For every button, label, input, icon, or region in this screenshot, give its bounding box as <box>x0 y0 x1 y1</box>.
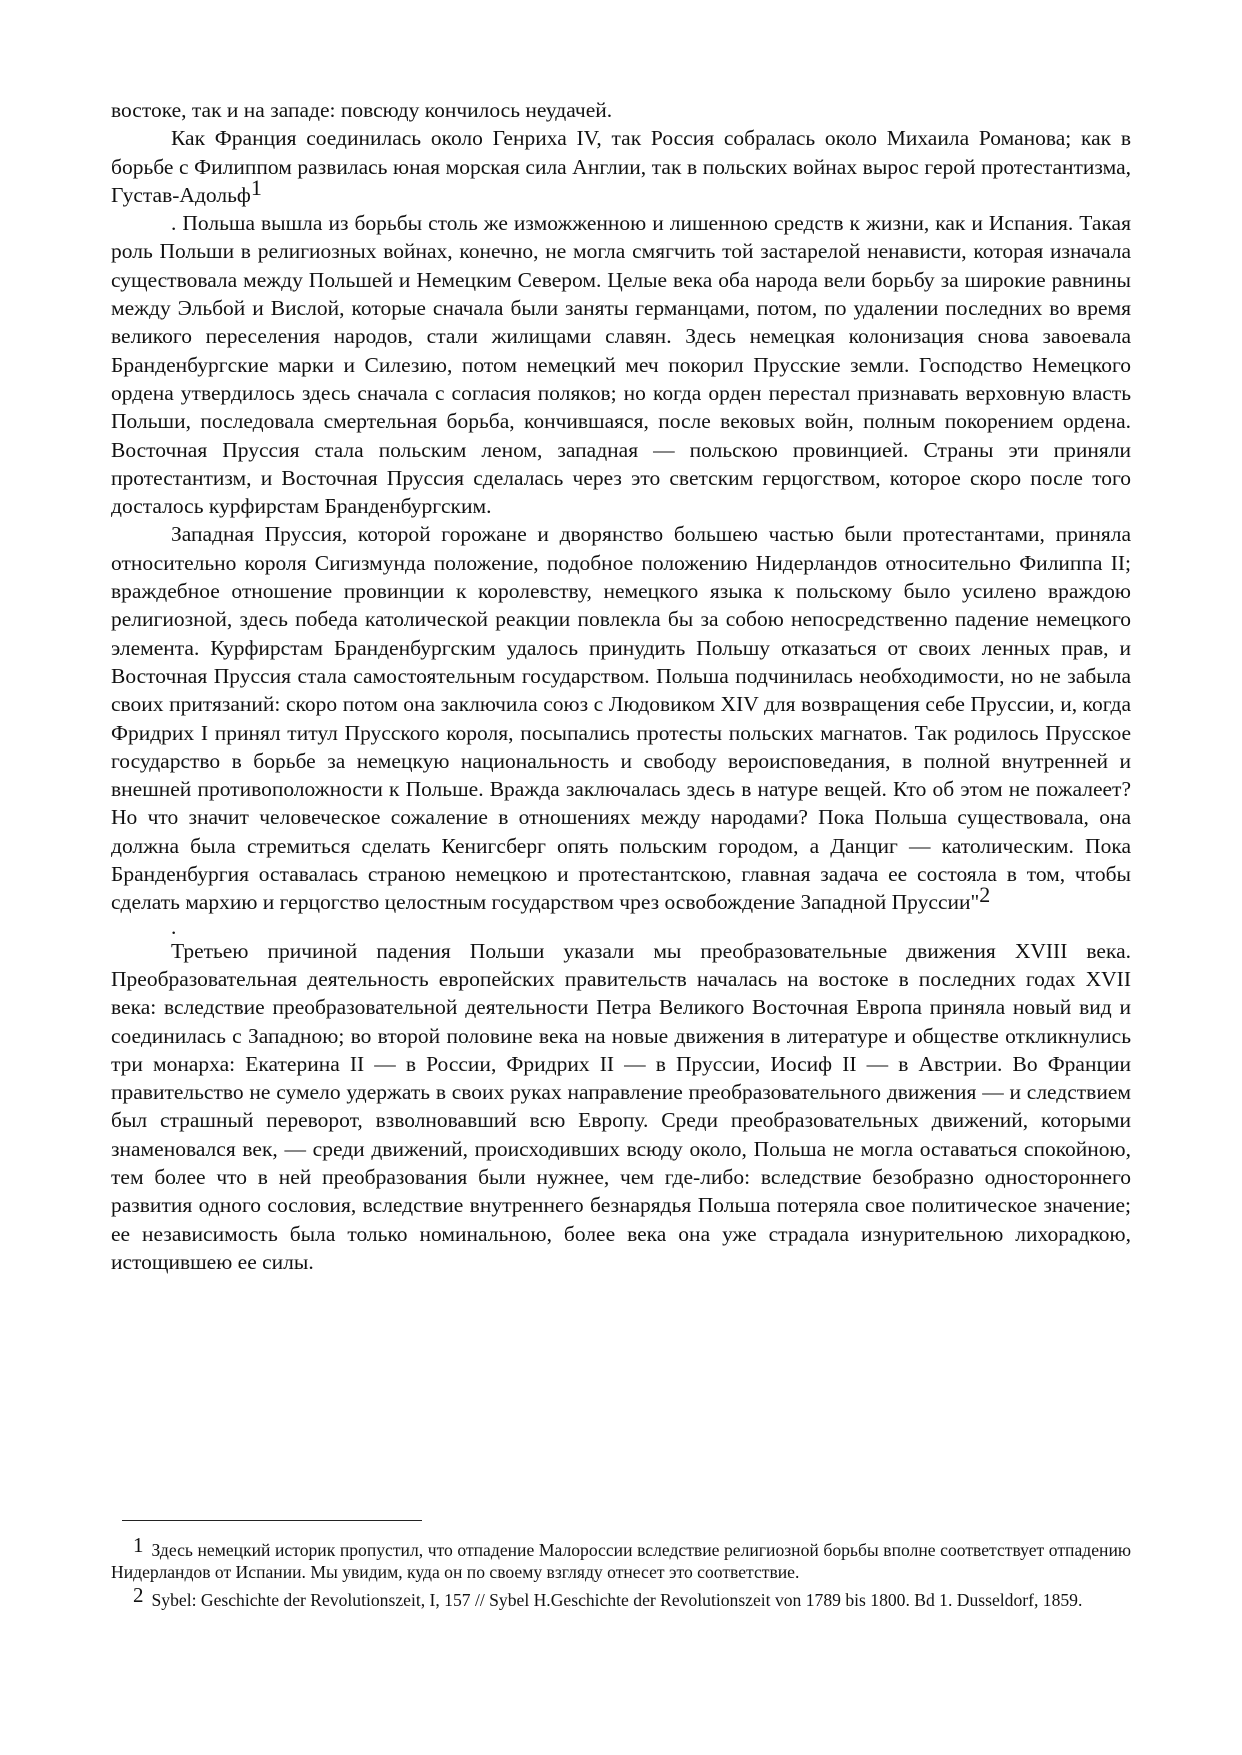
paragraph-continuation: востоке, так и на западе: повсюду кончилось неудачей. <box>111 98 613 122</box>
footnote-mark: 1 <box>133 1533 144 1557</box>
paragraph-text: Западная Пруссия, которой горожане и дворянство большею частью были протестантами, приняла относительно короля Сигизмунда положение, подобное положению Нидерландов относительно Филиппа II; враждебное отношение провинции к королевству, немецкого языка к польскому было усилено враждою религиозной, здесь победа католической реакции повлекла бы за собою непосредственно падение немецкого элемента. Курфирстам Бранденбургским удалось принудить Польшу отказаться от своих ленных прав, и Восточная Пруссия стала самостоятельным государством. Польша подчинилась необходимости, но не забыла своих притязаний: скоро потом она заключила союз с Людовиком XIV для возвращения себе Пруссии, и, когда Фридрих I принял титул Прусского короля, посыпались протесты польских магнатов. Так родилось Прусское государство в борьбе за немецкую национальность и свободу вероисповедания, в полной внутренней и внешней противоположности к Польше. Вражда заключалась здесь в натуре вещей. Кто об этом не пожалеет? Но что значит человеческое сожаление в отношениях между народами? Пока Польша существовала, она должна была стремиться сделать Кенигсберг опять польским городом, а Данциг — католическим. Пока Бранденбургия оставалась страною немецкою и протестантскою, главная задача ее состояла в том, чтобы сделать мархию и герцогство целостным государством чрез освобождение Западной Пруссии" <box>111 522 1131 915</box>
paragraph-poland-germany: . Польша вышла из борьбы столь же изможженною и лишенною средств к жизни, как и Испания. Такая роль Польши в религиозных войнах, конечно, не могла смягчить той застарелой ненависти, которая изначала существовала между Польшей и Немецким Севером. Целые века оба народа вели борьбу за широкие равнины между Эльбой и Вислой, которые сначала были заняты германцами, потом, по удалении последних во время великого переселения народов, стали жилищами славян. Здесь немецкая колонизация снова завоевала Бранденбургские марки и Силезию, потом немецкий меч покорил Прусские земли. Господство Немецкого ордена утвердилось здесь сначала с согласия поляков; но когда орден перестал признавать верховную власть Польши, последовала смертельная борьба, кончившаяся, после вековых войн, полным покорением ордена. Восточная Пруссия стала польским леном, западная — польскою провинцией. Страны эти приняли протестантизм, и Восточная Пруссия сделалась через это светским герцогством, которое скоро после того досталось курфирстам Бранденбургским. <box>111 211 1131 519</box>
footnotes <box>111 1533 1131 1617</box>
paragraph-west-prussia <box>111 520 1131 916</box>
stray-period: . <box>171 914 177 939</box>
footnote-ref-2[interactable]: 2 <box>979 882 991 908</box>
footnote-ref-1[interactable]: 1 <box>250 174 262 200</box>
paragraph-france-russia <box>111 124 1131 209</box>
page-body <box>111 96 1131 1276</box>
footnote-mark: 2 <box>133 1583 144 1607</box>
paragraph-reform-movements: Третьею причиной падения Польши указали мы преобразовательные движения XVIII века. Преобразовательная деятельность европейских правительств началась на востоке в последних годах XVII века: вследствие преобразовательной деятельности Петра Великого Восточная Европа приняла новый вид и соединилась с Западною; во второй половине века на новые движения в литературе и обществе откликнулись три монарха: Екатерина II — в России, Фридрих II — в Пруссии, Иосиф II — в Австрии. Во Франции правительство не сумело удержать в своих руках направление преобразовательного движения — и следствием был страшный переворот, взволновавший всю Европу. Среди преобразовательных движений, которыми знаменовался век, — среди движений, происходивших всюду около, Польша не могла оставаться спокойною, тем более что в ней преобразования были нужнее, чем где-либо: вследствие безобразно одностороннего развития одного сословия, вследствие внутреннего безнарядья Польша потеряла свое политическое значение; ее независимость была только номинальною, более века она уже страдала изнурительною лихорадкою, истощившею ее силы. <box>111 938 1131 1274</box>
footnote-separator <box>122 1520 422 1521</box>
footnote-text: Sybel: Geschichte der Revolutionszeit, I, 157 // Sybel H.Geschichte der Revolutionszeit von 1789 bis 1800. Bd 1. Dusseldorf, 1859. <box>151 1590 1083 1610</box>
paragraph-text: Как Франция соединилась около Генриха IV, так Россия собралась около Михаила Романова; как в борьбе с Филиппом развилась юная морская сила Англии, так в польских войнах вырос герой протестантизма, Густав-Адольф <box>111 126 1131 207</box>
footnote-text: Здесь немецкий историк пропустил, что отпадение Малороссии вследствие религиозной борьбы вполне соответствует отпадению Нидерландов от Испании. Мы увидим, куда он по своему взгляду отнесет это соответствие. <box>111 1540 1131 1582</box>
footnote-1 <box>111 1533 1131 1583</box>
footnote-2 <box>111 1583 1131 1611</box>
